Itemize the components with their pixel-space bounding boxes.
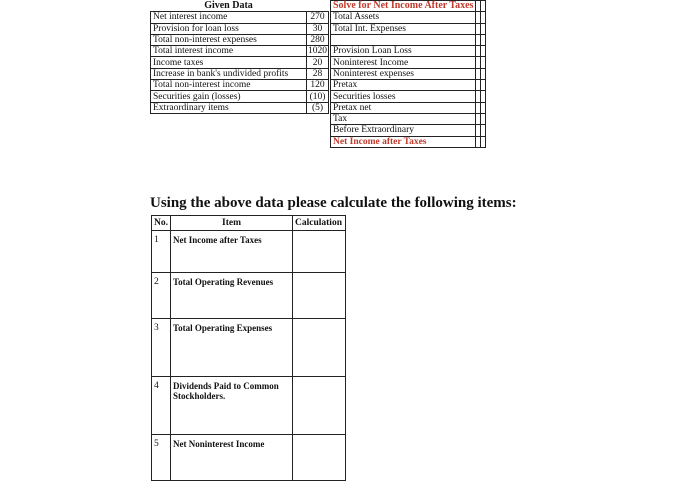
item-label: Dividends Paid to Common Stockholders. xyxy=(173,381,279,401)
calculation-cell[interactable] xyxy=(293,231,346,273)
row-number: 3 xyxy=(154,323,159,333)
item-column-header: Item xyxy=(171,216,293,231)
table-row xyxy=(152,319,346,377)
table-row xyxy=(151,91,486,102)
calculation-cell[interactable] xyxy=(293,435,346,481)
given-value: 270 xyxy=(307,12,329,23)
table-row xyxy=(151,80,486,91)
table-row xyxy=(151,68,486,79)
net-income-after-taxes-label: Net Income after Taxes xyxy=(331,136,476,147)
table-row xyxy=(151,102,486,113)
row-number: 1 xyxy=(154,235,159,245)
table-row xyxy=(151,12,486,23)
table-row xyxy=(151,34,486,45)
table-row xyxy=(151,125,486,136)
table-row xyxy=(152,435,346,481)
given-label: Net interest income xyxy=(151,12,307,23)
table-row xyxy=(151,46,486,57)
row-number: 4 xyxy=(154,381,159,391)
given-data-table xyxy=(150,0,486,148)
given-value: 30 xyxy=(307,23,329,34)
given-value: 120 xyxy=(307,80,329,91)
solve-item: Pretax net xyxy=(331,102,476,113)
calculation-table xyxy=(151,215,346,481)
table-row xyxy=(151,23,486,34)
item-label: Net Income after Taxes xyxy=(173,235,262,245)
given-label: Total interest income xyxy=(151,46,307,57)
given-value: (5) xyxy=(307,102,329,113)
calculation-cell[interactable] xyxy=(293,319,346,377)
solve-item: Securities losses xyxy=(331,91,476,102)
solve-header: Solve for Net Income After Taxes xyxy=(331,1,476,12)
row-number: 5 xyxy=(154,439,159,449)
calculation-column-header: Calculation xyxy=(293,216,346,231)
given-table-header-row xyxy=(151,1,486,12)
given-label: Provision for loan loss xyxy=(151,23,307,34)
table-row xyxy=(152,273,346,319)
table-row xyxy=(152,231,346,273)
instruction-text: Using the above data please calculate the following items: xyxy=(150,195,517,211)
given-data-header: Given Data xyxy=(204,0,253,11)
item-label: Net Noninterest Income xyxy=(173,439,265,449)
given-value: 280 xyxy=(307,34,329,45)
given-label: Total non-interest income xyxy=(151,80,307,91)
row-number: 2 xyxy=(154,277,159,287)
item-label: Total Operating Expenses xyxy=(173,323,273,333)
solve-item: Total Assets xyxy=(331,12,476,23)
given-label: Total non-interest expenses xyxy=(151,34,307,45)
solve-item: Total Int. Expenses xyxy=(331,23,476,34)
no-column-header: No. xyxy=(152,216,171,231)
given-label: Securities gain (losses) xyxy=(151,91,307,102)
table-row xyxy=(152,377,346,435)
solve-item: Noninterest expenses xyxy=(331,68,476,79)
solve-item: Noninterest Income xyxy=(331,57,476,68)
table-row xyxy=(151,57,486,68)
calculation-cell[interactable] xyxy=(293,377,346,435)
table-row xyxy=(151,113,486,124)
item-label: Total Operating Revenues xyxy=(173,277,274,287)
calc-header-row xyxy=(152,216,346,231)
solve-item: Provision Loan Loss xyxy=(331,46,476,57)
solve-item: Before Extraordinary xyxy=(331,125,476,136)
solve-item xyxy=(331,34,476,45)
table-row xyxy=(151,136,486,147)
given-label: Income taxes xyxy=(151,57,307,68)
given-value: 1020 xyxy=(308,46,327,57)
given-value: (10) xyxy=(307,91,329,102)
given-value: 28 xyxy=(307,68,329,79)
solve-item: Tax xyxy=(331,113,476,124)
calculation-cell[interactable] xyxy=(293,273,346,319)
given-label: Increase in bank's undivided profits xyxy=(151,68,307,79)
solve-item: Pretax xyxy=(331,80,476,91)
given-value: 20 xyxy=(307,57,329,68)
given-label: Extraordinary items xyxy=(151,102,307,113)
